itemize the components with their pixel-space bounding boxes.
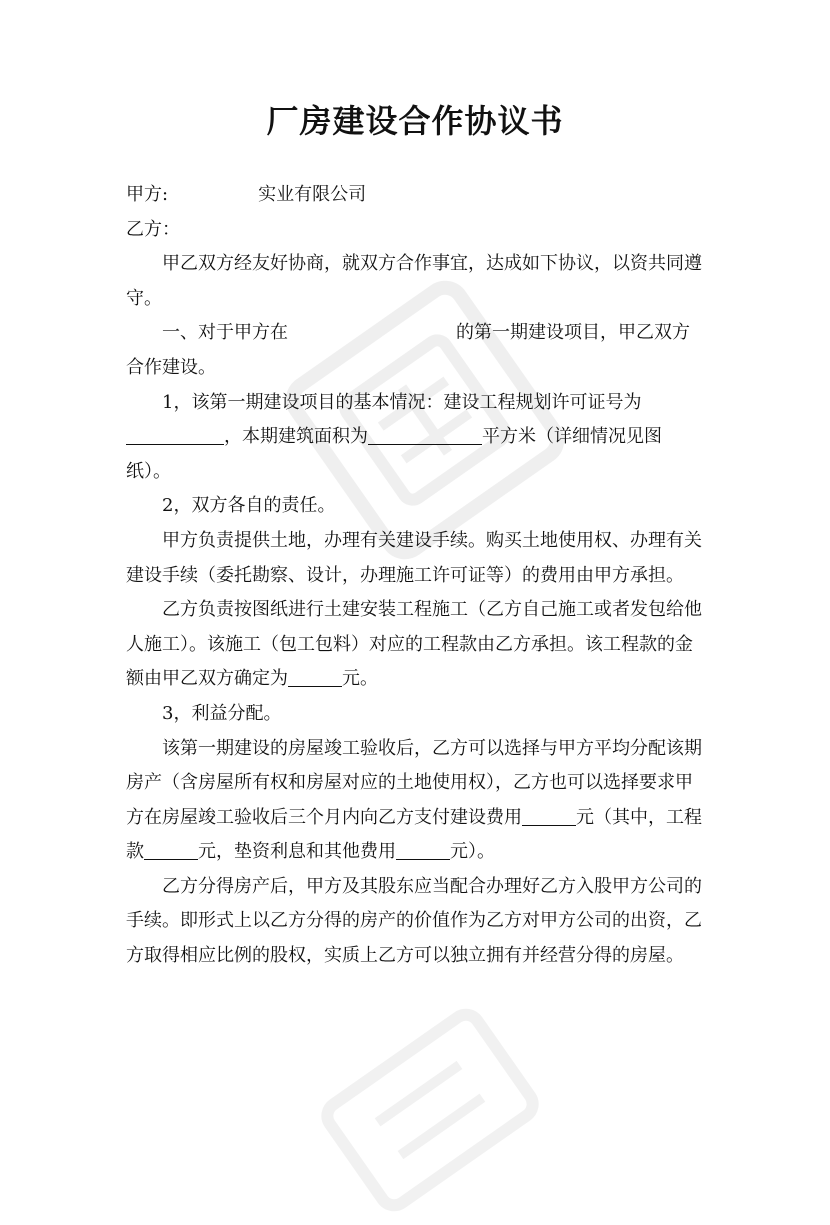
section-1-text-b: 的第一期建设项目，甲乙双方合作建设。 — [126, 322, 690, 378]
section-1-text-a: 一、对于甲方在 — [162, 322, 288, 344]
item-2-b-text-a: 乙方负责按图纸进行土建安装工程施工（乙方自己施工或者发包给他人施工）。该施工（包工包料）对应的工程款由乙方承担。该工程款的金额由甲乙双方确定为 — [126, 599, 702, 690]
document-title: 厂房建设合作协议书 — [266, 102, 564, 140]
party-a-line — [126, 178, 706, 213]
item-2-title: 2，双方各自的责任。 — [162, 495, 336, 517]
item-1-text-a: 1，该第一期建设项目的基本情况：建设工程规划许可证号为 — [162, 391, 642, 413]
party-b-label: 乙方： — [126, 218, 180, 240]
item-3-a-text-b: 元（其中，工程款 — [126, 806, 702, 863]
party-b-line — [126, 213, 706, 248]
item-3-distribution-paragraph — [126, 732, 706, 870]
party-a-name: 实业有限公司 — [258, 184, 367, 205]
item-3-a-text-d: 元）。 — [450, 841, 495, 863]
item-3-equity-paragraph: 乙方分得房产后，甲方及其股东应当配合办理好乙方入股甲方公司的手续。即形式上以乙方分得的房产的价值作为乙方对甲方公司的出资，乙方取得相应比例的股权，实质上乙方可以独立拥有并经营分得的房屋。 — [126, 875, 702, 967]
project-payment-blank — [144, 839, 198, 860]
section-1-paragraph — [126, 316, 706, 385]
item-2-b-text-b: 元。 — [342, 668, 378, 690]
item-1-paragraph — [126, 386, 706, 490]
intro-paragraph: 甲乙双方经友好协商，就双方合作事宜，达成如下协议，以资共同遵守。 — [126, 253, 702, 309]
item-1-text-b: ，本期建筑面积为 — [224, 426, 368, 448]
watermark-logo-bottom — [308, 995, 552, 1224]
item-2-party-a-paragraph: 甲方负责提供土地，办理有关建设手续。购买土地使用权、办理有关建设手续（委托勘察、设计，办理施工许可证等）的费用由甲方承担。 — [126, 529, 702, 586]
document-body — [126, 178, 706, 974]
item-2-party-b-paragraph — [126, 593, 706, 697]
construction-cost-blank — [288, 666, 342, 687]
item-1-text-c: 平方米（详细情况见图纸）。 — [126, 426, 662, 482]
item-3-title: 3，利益分配。 — [162, 702, 282, 724]
permit-number-blank — [126, 424, 224, 445]
item-3-a-text-a: 该第一期建设的房屋竣工验收后，乙方可以选择与甲方平均分配该期房产（含房屋所有权和房屋对应的土地使用权），乙方也可以选择要求甲方在房屋竣工验收后三个月内向乙方支付建设费用 — [126, 737, 702, 828]
party-a-label: 甲方: — [126, 184, 169, 205]
area-blank — [368, 424, 482, 445]
construction-fee-blank — [522, 805, 576, 826]
item-3-a-text-c: 元，垫资利息和其他费用 — [198, 841, 396, 863]
other-fees-blank — [396, 839, 450, 860]
